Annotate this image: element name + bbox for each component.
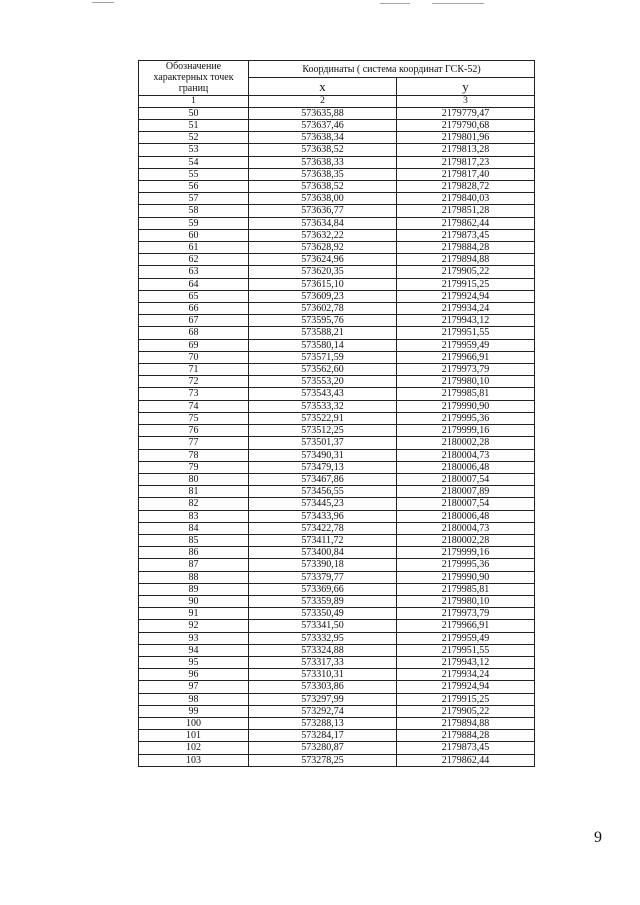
y-coordinate-cell: 2179973,79 [397,364,535,376]
table-row [139,449,535,461]
x-coordinate-cell: 573390,18 [249,559,397,571]
y-coordinate-cell: 2179980,10 [397,376,535,388]
page-number: 9 [594,829,602,846]
point-id-cell: 58 [139,205,249,217]
point-id-cell: 85 [139,534,249,546]
y-coordinate-cell: 2179951,55 [397,644,535,656]
y-coordinate-cell: 2180006,48 [397,510,535,522]
x-coordinate-cell: 573411,72 [249,534,397,546]
table-row [139,205,535,217]
y-coordinate-cell: 2179985,81 [397,388,535,400]
table-row [139,120,535,132]
x-coordinate-cell: 573609,23 [249,290,397,302]
y-coordinate-cell: 2179851,28 [397,205,535,217]
y-coordinate-cell: 2179817,23 [397,156,535,168]
x-coordinate-cell: 573571,59 [249,351,397,363]
table-row [139,583,535,595]
table-row [139,522,535,534]
table-row [139,559,535,571]
y-coordinate-cell: 2179999,16 [397,547,535,559]
point-id-cell: 60 [139,229,249,241]
y-coordinate-cell: 2180004,73 [397,522,535,534]
point-id-cell: 68 [139,327,249,339]
y-coordinate-cell: 2180007,89 [397,486,535,498]
y-coordinate-cell: 2179884,28 [397,730,535,742]
point-id-cell: 77 [139,437,249,449]
x-coordinate-cell: 573638,35 [249,168,397,180]
table-row [139,425,535,437]
point-id-cell: 94 [139,644,249,656]
point-id-cell: 103 [139,754,249,766]
point-id-cell: 69 [139,339,249,351]
point-id-cell: 61 [139,242,249,254]
y-coordinate-cell: 2179828,72 [397,181,535,193]
y-coordinate-cell: 2180004,73 [397,449,535,461]
column-number-2: 2 [249,95,397,107]
table-row [139,437,535,449]
point-id-cell: 71 [139,364,249,376]
point-id-cell: 70 [139,351,249,363]
y-coordinate-cell: 2179924,94 [397,290,535,302]
table-row [139,510,535,522]
y-coordinate-cell: 2179915,25 [397,278,535,290]
y-coordinate-cell: 2179934,24 [397,669,535,681]
point-id-cell: 67 [139,315,249,327]
y-column-header: y [397,78,535,95]
point-id-cell: 76 [139,425,249,437]
table-row [139,669,535,681]
table-row [139,168,535,180]
point-id-cell: 83 [139,510,249,522]
y-coordinate-cell: 2179995,36 [397,559,535,571]
point-id-cell: 98 [139,693,249,705]
table-row [139,254,535,266]
x-coordinate-cell: 573433,96 [249,510,397,522]
table-row [139,388,535,400]
coordinates-system-header: Координаты ( система координат ГСК-52) [249,61,535,78]
y-coordinate-cell: 2179905,22 [397,705,535,717]
y-coordinate-cell: 2179995,36 [397,412,535,424]
point-id-cell: 64 [139,278,249,290]
x-coordinate-cell: 573350,49 [249,608,397,620]
y-coordinate-cell: 2179966,91 [397,351,535,363]
point-id-cell: 63 [139,266,249,278]
y-coordinate-cell: 2180007,54 [397,498,535,510]
x-coordinate-cell: 573602,78 [249,303,397,315]
table-row [139,242,535,254]
table-row [139,144,535,156]
y-coordinate-cell: 2179840,03 [397,193,535,205]
x-coordinate-cell: 573512,25 [249,425,397,437]
point-id-cell: 101 [139,730,249,742]
x-coordinate-cell: 573317,33 [249,656,397,668]
y-coordinate-cell: 2179790,68 [397,120,535,132]
table-row [139,278,535,290]
point-id-cell: 72 [139,376,249,388]
y-coordinate-cell: 2179951,55 [397,327,535,339]
x-coordinate-cell: 573479,13 [249,461,397,473]
x-coordinate-cell: 573588,21 [249,327,397,339]
column-number-3: 3 [397,95,535,107]
x-coordinate-cell: 573635,88 [249,107,397,119]
x-coordinate-cell: 573332,95 [249,632,397,644]
point-id-cell: 80 [139,473,249,485]
x-coordinate-cell: 573303,86 [249,681,397,693]
x-coordinate-cell: 573543,43 [249,388,397,400]
x-coordinate-cell: 573615,10 [249,278,397,290]
x-coordinate-cell: 573422,78 [249,522,397,534]
x-coordinate-cell: 573553,20 [249,376,397,388]
point-id-cell: 87 [139,559,249,571]
table-row [139,351,535,363]
x-coordinate-cell: 573379,77 [249,571,397,583]
x-coordinate-cell: 573324,88 [249,644,397,656]
table-row [139,608,535,620]
table-row [139,181,535,193]
point-id-cell: 90 [139,595,249,607]
point-id-cell: 56 [139,181,249,193]
x-coordinate-cell: 573400,84 [249,547,397,559]
y-coordinate-cell: 2180006,48 [397,461,535,473]
x-coordinate-cell: 573628,92 [249,242,397,254]
point-id-cell: 84 [139,522,249,534]
y-coordinate-cell: 2179817,40 [397,168,535,180]
point-id-cell: 89 [139,583,249,595]
point-id-cell: 97 [139,681,249,693]
point-id-cell: 79 [139,461,249,473]
x-coordinate-cell: 573634,84 [249,217,397,229]
table-row [139,217,535,229]
point-id-cell: 52 [139,132,249,144]
point-id-cell: 59 [139,217,249,229]
x-column-header: x [249,78,397,95]
table-row [139,595,535,607]
x-coordinate-cell: 573278,25 [249,754,397,766]
point-id-cell: 55 [139,168,249,180]
scan-artifact [92,2,114,3]
x-coordinate-cell: 573501,37 [249,437,397,449]
y-coordinate-cell: 2179779,47 [397,107,535,119]
point-id-cell: 62 [139,254,249,266]
table-row [139,290,535,302]
y-coordinate-cell: 2179943,12 [397,315,535,327]
x-coordinate-cell: 573445,23 [249,498,397,510]
x-coordinate-cell: 573638,34 [249,132,397,144]
x-coordinate-cell: 573341,50 [249,620,397,632]
y-coordinate-cell: 2179943,12 [397,656,535,668]
point-id-cell: 74 [139,400,249,412]
point-id-cell: 51 [139,120,249,132]
y-coordinate-cell: 2179915,25 [397,693,535,705]
point-id-cell: 73 [139,388,249,400]
x-coordinate-cell: 573638,00 [249,193,397,205]
y-coordinate-cell: 2179894,88 [397,254,535,266]
x-coordinate-cell: 573467,86 [249,473,397,485]
y-coordinate-cell: 2179862,44 [397,754,535,766]
point-id-cell: 66 [139,303,249,315]
point-id-cell: 65 [139,290,249,302]
table-row [139,400,535,412]
table-row [139,412,535,424]
y-coordinate-cell: 2179990,90 [397,571,535,583]
point-id-cell: 102 [139,742,249,754]
point-id-cell: 57 [139,193,249,205]
table-row [139,547,535,559]
y-coordinate-cell: 2179905,22 [397,266,535,278]
table-row [139,266,535,278]
table-row [139,327,535,339]
table-row [139,339,535,351]
y-coordinate-cell: 2179990,90 [397,400,535,412]
x-coordinate-cell: 573638,33 [249,156,397,168]
point-id-cell: 82 [139,498,249,510]
point-id-cell: 81 [139,486,249,498]
x-coordinate-cell: 573580,14 [249,339,397,351]
x-coordinate-cell: 573456,55 [249,486,397,498]
x-coordinate-cell: 573533,32 [249,400,397,412]
table-row [139,486,535,498]
y-coordinate-cell: 2179894,88 [397,717,535,729]
y-coordinate-cell: 2179884,28 [397,242,535,254]
x-coordinate-cell: 573632,22 [249,229,397,241]
x-coordinate-cell: 573310,31 [249,669,397,681]
y-coordinate-cell: 2180002,28 [397,437,535,449]
table-row [139,376,535,388]
x-coordinate-cell: 573637,46 [249,120,397,132]
x-coordinate-cell: 573636,77 [249,205,397,217]
table-row [139,315,535,327]
coordinates-table-body [139,107,535,766]
table-row [139,473,535,485]
x-coordinate-cell: 573595,76 [249,315,397,327]
scan-artifact [380,3,410,4]
point-id-cell: 86 [139,547,249,559]
point-id-cell: 53 [139,144,249,156]
y-coordinate-cell: 2179999,16 [397,425,535,437]
coordinates-table [138,60,535,767]
point-id-cell: 100 [139,717,249,729]
y-coordinate-cell: 2180002,28 [397,534,535,546]
table-row [139,644,535,656]
table-row [139,193,535,205]
point-id-cell: 96 [139,669,249,681]
x-coordinate-cell: 573620,35 [249,266,397,278]
point-designation-header: Обозначение характерных точек границ [139,61,249,96]
y-coordinate-cell: 2179959,49 [397,632,535,644]
x-coordinate-cell: 573638,52 [249,181,397,193]
table-row [139,364,535,376]
point-id-cell: 50 [139,107,249,119]
point-id-cell: 93 [139,632,249,644]
y-coordinate-cell: 2179934,24 [397,303,535,315]
y-coordinate-cell: 2179813,28 [397,144,535,156]
x-coordinate-cell: 573280,87 [249,742,397,754]
table-row [139,656,535,668]
table-row [139,534,535,546]
x-coordinate-cell: 573284,17 [249,730,397,742]
x-coordinate-cell: 573359,89 [249,595,397,607]
x-coordinate-cell: 573297,99 [249,693,397,705]
point-id-cell: 54 [139,156,249,168]
point-id-cell: 95 [139,656,249,668]
table-row [139,229,535,241]
x-coordinate-cell: 573490,31 [249,449,397,461]
y-coordinate-cell: 2179801,96 [397,132,535,144]
table-row [139,730,535,742]
table-row [139,632,535,644]
table-row [139,132,535,144]
y-coordinate-cell: 2179873,45 [397,229,535,241]
point-id-cell: 78 [139,449,249,461]
table-row [139,498,535,510]
x-coordinate-cell: 573288,13 [249,717,397,729]
table-row [139,705,535,717]
table-row [139,742,535,754]
table-row [139,571,535,583]
point-id-cell: 91 [139,608,249,620]
scan-artifact [432,3,484,4]
table-row [139,303,535,315]
y-coordinate-cell: 2179966,91 [397,620,535,632]
point-id-cell: 92 [139,620,249,632]
table-row [139,693,535,705]
y-coordinate-cell: 2179973,79 [397,608,535,620]
y-coordinate-cell: 2179985,81 [397,583,535,595]
y-coordinate-cell: 2179924,94 [397,681,535,693]
x-coordinate-cell: 573624,96 [249,254,397,266]
table-row [139,681,535,693]
y-coordinate-cell: 2179980,10 [397,595,535,607]
table-row [139,107,535,119]
y-coordinate-cell: 2179959,49 [397,339,535,351]
x-coordinate-cell: 573562,60 [249,364,397,376]
y-coordinate-cell: 2179873,45 [397,742,535,754]
table-row [139,754,535,766]
point-id-cell: 75 [139,412,249,424]
x-coordinate-cell: 573638,52 [249,144,397,156]
table-row [139,461,535,473]
y-coordinate-cell: 2179862,44 [397,217,535,229]
table-row [139,717,535,729]
x-coordinate-cell: 573522,91 [249,412,397,424]
point-id-cell: 99 [139,705,249,717]
x-coordinate-cell: 573369,66 [249,583,397,595]
point-id-cell: 88 [139,571,249,583]
table-row [139,620,535,632]
table-row [139,156,535,168]
y-coordinate-cell: 2180007,54 [397,473,535,485]
column-number-1: 1 [139,95,249,107]
x-coordinate-cell: 573292,74 [249,705,397,717]
